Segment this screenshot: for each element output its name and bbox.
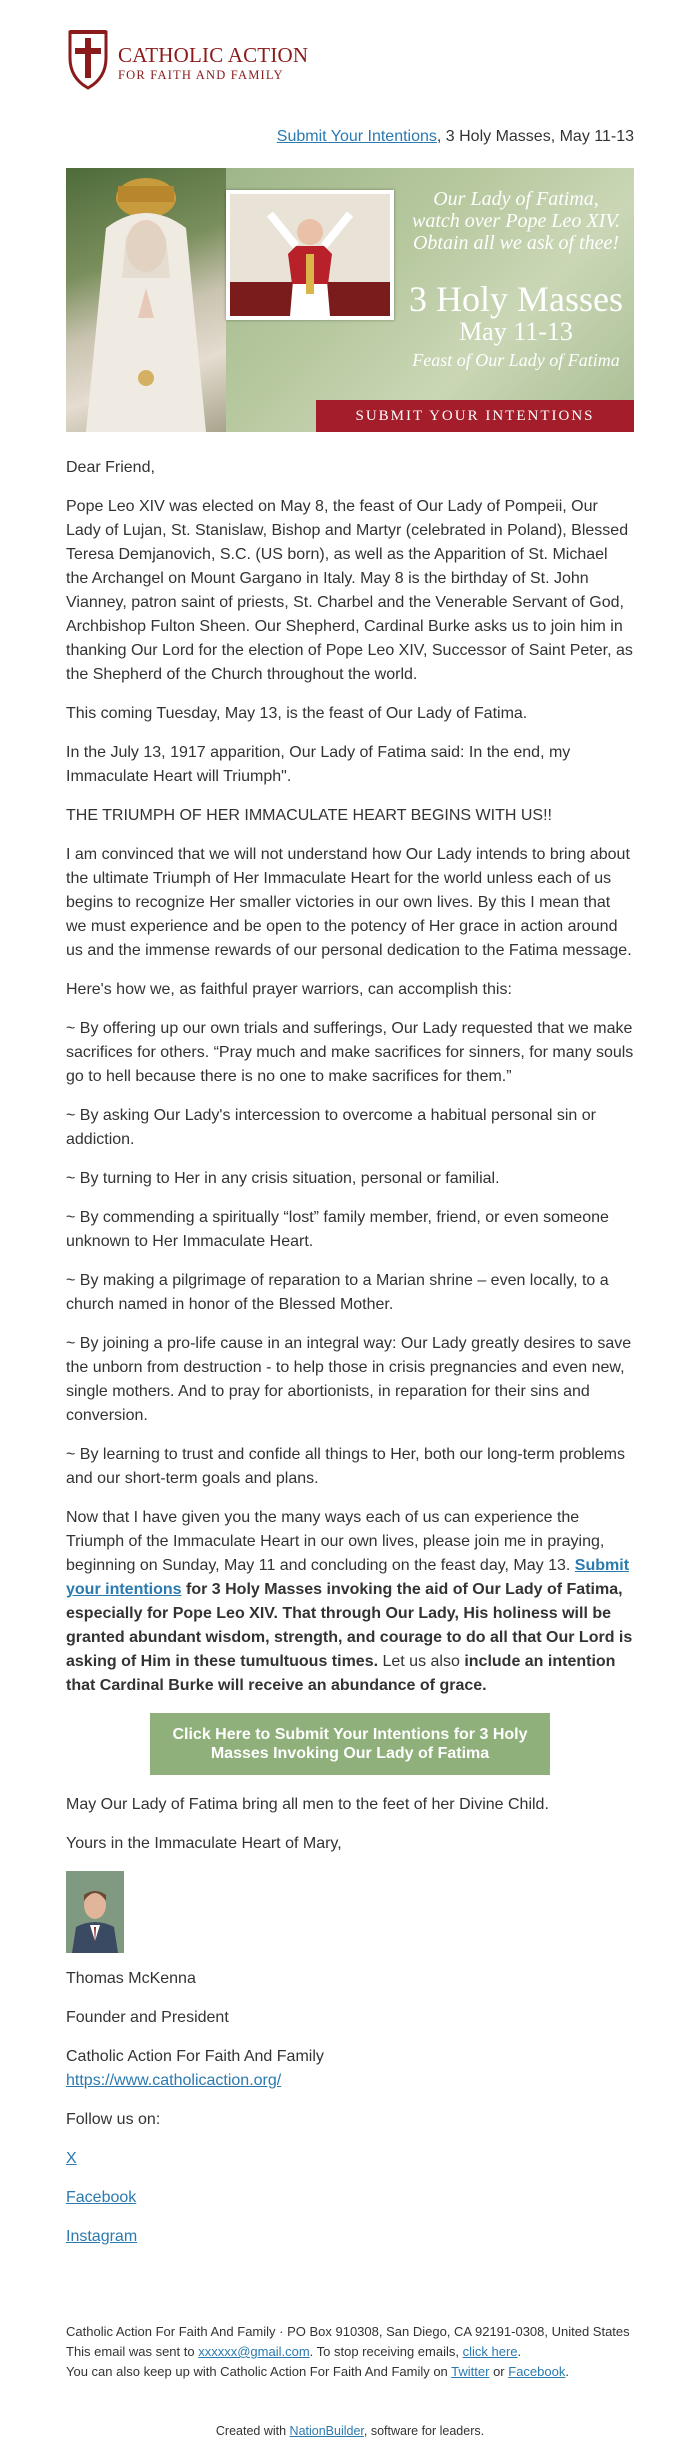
pope-photo bbox=[226, 190, 394, 320]
invitation-text: Now that I have given you the many ways each of us can experience the Triumph of the Immaculate Heart in our own lives, please join me in praying, beginning on Sunday, May 11 and concluding on the feast day, May 13. bbox=[66, 1509, 605, 1574]
submit-intentions-cta-button[interactable]: Click Here to Submit Your Intentions for 3 Holy Masses Invoking Our Lady of Fatima bbox=[150, 1713, 550, 1775]
banner-feast: Feast of Our Lady of Fatima bbox=[412, 350, 620, 370]
website-link[interactable]: https://www.catholicaction.org/ bbox=[66, 2072, 282, 2089]
letter-body bbox=[66, 456, 634, 2264]
banner-masses: 3 Holy Masses bbox=[409, 279, 623, 319]
list-item: ~ By learning to trust and confide all things to Her, both our long-term problems and our short-term goals and plans. bbox=[66, 1446, 625, 1487]
software-for-leaders-text: , software for leaders. bbox=[363, 2424, 485, 2438]
fatima-statue-image bbox=[66, 168, 226, 432]
paragraph-how: Here's how we, as faithful prayer warriors, can accomplish this: bbox=[66, 981, 512, 998]
logo-subtitle: FOR FAITH AND FAMILY bbox=[118, 68, 284, 82]
closing: Yours in the Immaculate Heart of Mary, bbox=[66, 1835, 342, 1852]
submit-intentions-link[interactable]: Submit Your Intentions bbox=[276, 128, 437, 145]
social-link-facebook[interactable]: Facebook bbox=[66, 2189, 137, 2206]
unsubscribe-link[interactable]: click here bbox=[462, 2344, 518, 2359]
paragraph-triumph: THE TRIUMPH OF HER IMMACULATE HEART BEGINS WITH US!! bbox=[66, 807, 552, 824]
social-link-x-row bbox=[66, 2147, 634, 2171]
list-item: ~ By turning to Her in any crisis situation, personal or familial. bbox=[66, 1170, 500, 1187]
footer-keep-text: You can also keep up with Catholic Action For Faith And Family on bbox=[66, 2364, 452, 2379]
footer bbox=[66, 2322, 634, 2382]
footer-sent-line bbox=[66, 2342, 634, 2362]
footer-end-period: . bbox=[565, 2364, 569, 2379]
signer-name: Thomas McKenna bbox=[66, 1970, 196, 1987]
statue-illustration-icon bbox=[66, 168, 226, 432]
paragraph-apparition: In the July 13, 1917 apparition, Our Lady of Fatima said: In the end, my Immaculate Heart will Triumph". bbox=[66, 744, 571, 785]
organization bbox=[66, 2045, 634, 2093]
footer-or-text: or bbox=[489, 2364, 509, 2379]
banner-prayer-line-2: watch over Pope Leo XIV. bbox=[412, 210, 620, 232]
pope-figure-icon bbox=[230, 194, 390, 316]
paragraph-feast: This coming Tuesday, May 13, is the feast of Our Lady of Fatima. bbox=[66, 705, 528, 722]
banner-prayer-line-3: Obtain all we ask of thee! bbox=[412, 232, 620, 254]
social-link-instagram-row bbox=[66, 2225, 634, 2249]
invitation-bold-2: include an intention that Cardinal Burke will receive an abundance of grace. bbox=[66, 1653, 616, 1694]
signer-role: Founder and President bbox=[66, 2009, 229, 2026]
footer-twitter-link[interactable]: Twitter bbox=[451, 2364, 490, 2379]
cta-wrapper bbox=[66, 1713, 634, 1775]
recipient-email-link[interactable]: xxxxxx@gmail.com bbox=[198, 2344, 310, 2359]
crest-icon bbox=[66, 26, 110, 92]
list-item: ~ By asking Our Lady's intercession to overcome a habitual personal sin or addiction. bbox=[66, 1107, 596, 1148]
masses-dates-text: , 3 Holy Masses, May 11-13 bbox=[436, 128, 634, 145]
footer-period: . bbox=[517, 2344, 522, 2359]
banner-prayer bbox=[404, 188, 628, 254]
paragraph-election: Pope Leo XIV was elected on May 8, the feast of Our Lady of Pompeii, Our Lady of Lujan, St. Stanislaw, Bishop and Martyr (celebrated in Poland), Blessed Teresa Demjanovich, S.C. (US born), as well as the Apparition of St. Michael the Archangel on Mount Gargano in Italy. May 8 is the birthday of St. John Vianney, patron saint of priests, St. Charbel and the Venerable Servant of God, Archbishop Fulton Sheen. Our Shepherd, Cardinal Burke asks us to join him in thanking Our Lord for the election of Pope Leo XIV, Successor of Saint Peter, as the Shepherd of the Church throughout the world. bbox=[66, 498, 633, 683]
social-link-instagram[interactable]: Instagram bbox=[66, 2228, 138, 2245]
portrait-icon bbox=[66, 1871, 124, 1953]
footer-facebook-link[interactable]: Facebook bbox=[508, 2364, 566, 2379]
paragraph-invitation bbox=[66, 1506, 634, 1698]
created-with-text: Created with bbox=[215, 2424, 290, 2438]
list-item: ~ By offering up our own trials and sufferings, Our Lady requested that we make sacrifices for others. “Pray much and make sacrifices for sinners, for many souls go to hell because there is no one to make sacrifices for them.” bbox=[66, 1020, 634, 1085]
greeting: Dear Friend, bbox=[66, 459, 155, 476]
signature-photo bbox=[66, 1871, 124, 1953]
nationbuilder-link[interactable]: NationBuilder bbox=[289, 2424, 364, 2438]
list-item: ~ By making a pilgrimage of reparation to a Marian shrine – even locally, to a church named in honor of the Blessed Mother. bbox=[66, 1272, 609, 1313]
invitation-text-2: Let us also bbox=[378, 1653, 465, 1670]
logo[interactable] bbox=[66, 26, 309, 96]
banner-dates: May 11-13 bbox=[459, 317, 573, 346]
banner-submit-button[interactable]: SUBMIT YOUR INTENTIONS bbox=[316, 400, 634, 432]
organization-name: Catholic Action For Faith And Family bbox=[66, 2048, 324, 2065]
top-intentions-line bbox=[66, 128, 634, 146]
footer-keep-line bbox=[66, 2362, 634, 2382]
logo-title: CATHOLIC ACTION bbox=[118, 43, 309, 67]
fatima-banner[interactable] bbox=[66, 168, 634, 432]
footer-stop-text: . To stop receiving emails, bbox=[309, 2344, 463, 2359]
social-link-x[interactable]: X bbox=[66, 2150, 77, 2167]
paragraph-blessing: May Our Lady of Fatima bring all men to the feet of her Divine Child. bbox=[66, 1796, 549, 1813]
invitation-bold: for 3 Holy Masses invoking the aid of Our Lady of Fatima, especially for Pope Leo XIV. That through Our Lady, His holiness will be granted abundant wisdom, strength, and courage to do all that Our Lord is asking of Him in these tumultuous times. bbox=[66, 1581, 633, 1670]
footer-sent-text: This email was sent to bbox=[66, 2344, 199, 2359]
social-link-facebook-row bbox=[66, 2186, 634, 2210]
follow-label: Follow us on: bbox=[66, 2111, 161, 2128]
paragraph-convinced: I am convinced that we will not understand how Our Lady intends to bring about the ultimate Triumph of Her Immaculate Heart for the world unless each of us begins to recognize Her smaller victories in our own lives. By this I mean that we must experience and be open to the potency of Her grace in action around us and the immense rewards of our personal dedication to the Fatima message. bbox=[66, 846, 632, 959]
created-with-line bbox=[0, 2424, 700, 2438]
footer-address: Catholic Action For Faith And Family · PO Box 910308, San Diego, CA 92191-0308, United States bbox=[66, 2324, 630, 2339]
list-item: ~ By joining a pro-life cause in an integral way: Our Lady greatly desires to save the unborn from destruction - to help those in crisis pregnancies and even new, single mothers. And to pray for abortionists, in reparation for their sins and conversion. bbox=[66, 1335, 632, 1424]
banner-prayer-line-1: Our Lady of Fatima, bbox=[433, 188, 599, 210]
list-item: ~ By commending a spiritually “lost” family member, friend, or even someone unknown to Her Immaculate Heart. bbox=[66, 1209, 609, 1250]
submit-intentions-inline-link[interactable]: Submit your intentions bbox=[66, 1557, 630, 1598]
